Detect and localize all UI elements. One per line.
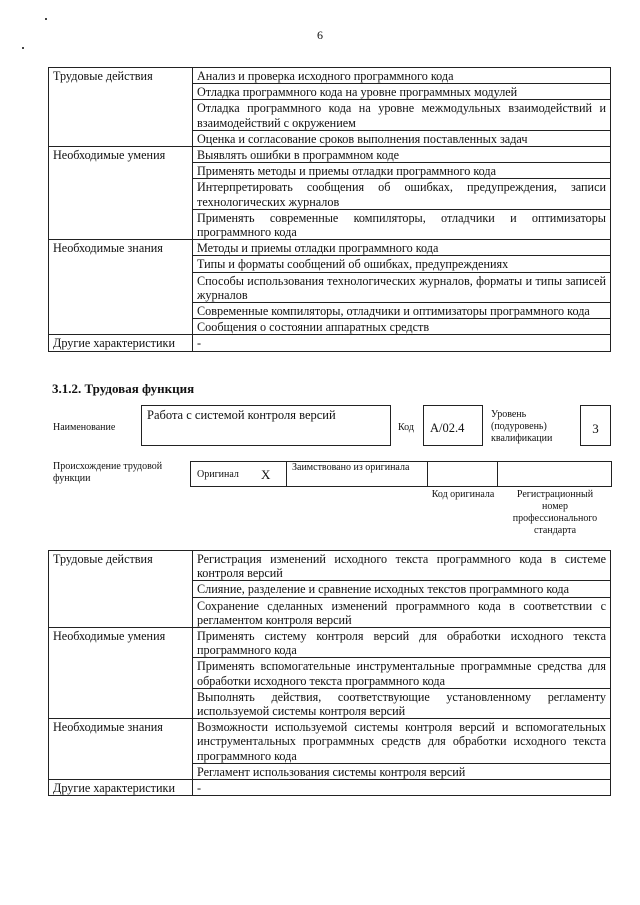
origin-divider-2	[427, 462, 428, 486]
origin-label: Происхождение трудовой функции	[53, 461, 163, 484]
table-row	[49, 335, 611, 351]
row-item-text: Сохранение сделанных изменений программного кода в соответствии с регламентом контроля версий	[193, 597, 611, 627]
table-row	[49, 240, 611, 256]
row-item-text: Применять систему контроля версий для обработки исходного текста программного кода	[193, 628, 611, 658]
row-item-text: Методы и приемы отладки программного кода	[193, 240, 611, 256]
reg-number-caption: Регистрационный номер профессионального стандарта	[512, 489, 598, 536]
code-value: A/02.4	[430, 421, 465, 435]
borrowed-label: Заимствовано из оригинала	[292, 462, 410, 473]
row-item-text: Анализ и проверка исходного программного кода	[193, 68, 611, 84]
original-mark: X	[261, 467, 271, 482]
row-item-text: Типы и форматы сообщений об ошибках, предупреждениях	[193, 256, 611, 272]
level-label: Уровень (подуровень) квалификации	[491, 409, 553, 444]
section-title: 3.1.2. Трудовая функция	[52, 381, 195, 396]
origin-box	[190, 461, 612, 487]
row-item-text: Оценка и согласование сроков выполнения поставленных задач	[193, 130, 611, 146]
row-item-text: Способы использования технологических журналов, форматы и типы записей журналов	[193, 272, 611, 302]
code-label: Код	[398, 422, 414, 433]
scan-speck	[22, 47, 24, 49]
row-item-text: Сообщения о состоянии аппаратных средств	[193, 319, 611, 335]
row-item-text: Отладка программного кода на уровне межмодульных взаимодействий и взаимодействий с окружением	[193, 100, 611, 130]
row-item-text: Слияние, разделение и сравнение исходных текстов программного кода	[193, 581, 611, 597]
table-row	[49, 147, 611, 163]
code-original-caption: Код оригинала	[431, 489, 495, 500]
labor-function-table-2	[48, 550, 611, 796]
row-item-text: -	[193, 780, 611, 796]
row-group-label: Необходимые знания	[49, 719, 193, 780]
row-item-text: Применять современные компиляторы, отладчики и оптимизаторы программного кода	[193, 209, 611, 239]
page-number: 6	[317, 28, 323, 42]
row-group-label: Необходимые умения	[49, 147, 193, 240]
row-group-label: Трудовые действия	[49, 551, 193, 628]
table-row	[49, 68, 611, 84]
row-group-label: Другие характеристики	[49, 335, 193, 351]
name-label: Наименование	[53, 422, 116, 433]
table-row	[49, 628, 611, 658]
table-row	[49, 719, 611, 764]
level-value: 3	[592, 421, 599, 436]
row-item-text: -	[193, 335, 611, 351]
row-item-text: Выявлять ошибки в программном коде	[193, 147, 611, 163]
code-box	[423, 405, 483, 446]
labor-function-table-1	[48, 67, 611, 352]
level-box	[580, 405, 611, 446]
row-item-text: Отладка программного кода на уровне программных модулей	[193, 84, 611, 100]
function-name-box	[141, 405, 391, 446]
table-row	[49, 551, 611, 581]
row-item-text: Применять методы и приемы отладки программного кода	[193, 163, 611, 179]
row-item-text: Возможности используемой системы контроля версий и вспомогательных инструментальных программных средств для обработки исходного текста программного кода	[193, 719, 611, 764]
function-name-value: Работа с системой контроля версий	[147, 408, 336, 422]
row-item-text: Применять вспомогательные инструментальные программные средства для обработки исходного текста программного кода	[193, 658, 611, 688]
row-item-text: Регламент использования системы контроля версий	[193, 763, 611, 779]
row-item-text: Выполнять действия, соответствующие установленному регламенту используемой системы контроля версий	[193, 688, 611, 718]
original-label: Оригинал	[197, 469, 239, 480]
origin-divider-3	[497, 462, 498, 486]
row-group-label: Необходимые умения	[49, 628, 193, 719]
scan-speck	[45, 18, 47, 20]
row-group-label: Трудовые действия	[49, 68, 193, 147]
table-row	[49, 780, 611, 796]
origin-divider-1	[286, 462, 287, 486]
row-item-text: Современные компиляторы, отладчики и оптимизаторы программного кода	[193, 303, 611, 319]
row-group-label: Другие характеристики	[49, 780, 193, 796]
row-item-text: Интерпретировать сообщения об ошибках, предупреждения, записи технологических журналов	[193, 179, 611, 209]
row-item-text: Регистрация изменений исходного текста программного кода в системе контроля версий	[193, 551, 611, 581]
row-group-label: Необходимые знания	[49, 240, 193, 335]
